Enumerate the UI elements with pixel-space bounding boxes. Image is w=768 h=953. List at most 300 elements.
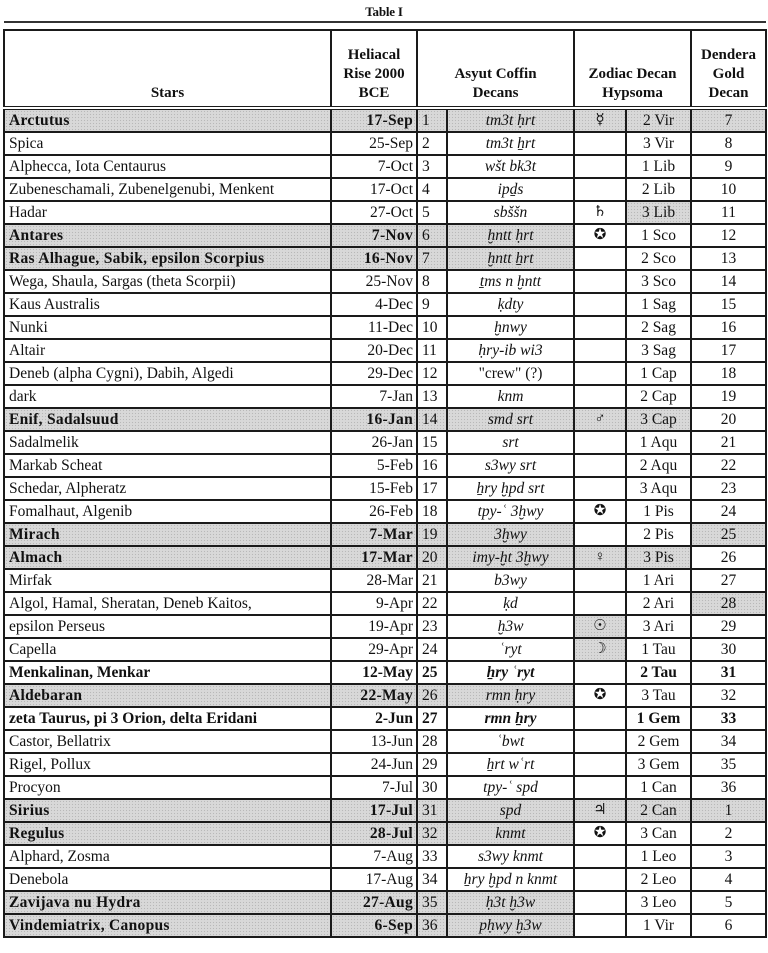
table-row	[4, 730, 766, 753]
cell-asyut-decan: tpy-ʿ spd	[447, 776, 574, 799]
table-caption: Table I	[365, 4, 403, 19]
cell-decan-number: 8	[417, 270, 447, 293]
cell-decan-number: 3	[417, 155, 447, 178]
cell-zodiac-decan: 2 Pis	[626, 523, 691, 546]
cell-dendera-decan: 6	[691, 914, 766, 937]
cell-heliacal-date: 17-Oct	[331, 178, 417, 201]
cell-zodiac-decan: 3 Aqu	[626, 477, 691, 500]
table-body	[4, 108, 766, 937]
header-dendera-line2: Gold	[712, 66, 745, 82]
cell-decan-number: 19	[417, 523, 447, 546]
cell-heliacal-date: 25-Nov	[331, 270, 417, 293]
cell-heliacal-date: 25-Sep	[331, 132, 417, 155]
cell-decan-number: 1	[417, 108, 447, 132]
star-icon: ✪	[574, 500, 626, 523]
table-row	[4, 753, 766, 776]
cell-decan-number: 31	[417, 799, 447, 822]
cell-planet-empty	[574, 362, 626, 385]
cell-decan-number: 18	[417, 500, 447, 523]
cell-asyut-decan: ẖrt wʿrt	[447, 753, 574, 776]
cell-decan-number: 11	[417, 339, 447, 362]
cell-stars: Arctutus	[4, 108, 331, 132]
cell-stars: Menkalinan, Menkar	[4, 661, 331, 684]
cell-dendera-decan: 26	[691, 546, 766, 569]
table-row	[4, 707, 766, 730]
cell-zodiac-decan: 3 Sag	[626, 339, 691, 362]
cell-zodiac-decan: 2 Ari	[626, 592, 691, 615]
cell-planet-empty	[574, 661, 626, 684]
cell-decan-number: 7	[417, 247, 447, 270]
cell-decan-number: 28	[417, 730, 447, 753]
cell-decan-number: 15	[417, 431, 447, 454]
cell-asyut-decan: tm3t ẖrt	[447, 132, 574, 155]
cell-zodiac-decan: 1 Vir	[626, 914, 691, 937]
cell-stars: Enif, Sadalsuud	[4, 408, 331, 431]
cell-dendera-decan: 27	[691, 569, 766, 592]
cell-zodiac-decan: 2 Vir	[626, 108, 691, 132]
cell-stars: Hadar	[4, 201, 331, 224]
cell-stars: Regulus	[4, 822, 331, 845]
cell-decan-number: 29	[417, 753, 447, 776]
cell-asyut-decan: 3ḫwy	[447, 523, 574, 546]
cell-dendera-decan: 22	[691, 454, 766, 477]
cell-dendera-decan: 18	[691, 362, 766, 385]
cell-stars: Wega, Shaula, Sargas (theta Scorpii)	[4, 270, 331, 293]
table-row	[4, 914, 766, 937]
cell-heliacal-date: 5-Feb	[331, 454, 417, 477]
cell-dendera-decan: 12	[691, 224, 766, 247]
table-row	[4, 615, 766, 638]
cell-heliacal-date: 16-Nov	[331, 247, 417, 270]
cell-planet-empty	[574, 247, 626, 270]
cell-dendera-decan: 19	[691, 385, 766, 408]
table-row	[4, 408, 766, 431]
table-row	[4, 661, 766, 684]
table-row	[4, 638, 766, 661]
cell-decan-number: 27	[417, 707, 447, 730]
table-row	[4, 201, 766, 224]
cell-asyut-decan: ḳd	[447, 592, 574, 615]
cell-dendera-decan: 35	[691, 753, 766, 776]
cell-dendera-decan: 7	[691, 108, 766, 132]
cell-dendera-decan: 3	[691, 845, 766, 868]
cell-heliacal-date: 19-Apr	[331, 615, 417, 638]
cell-planet-empty	[574, 891, 626, 914]
cell-planet-empty	[574, 293, 626, 316]
cell-planet-empty	[574, 868, 626, 891]
cell-zodiac-decan: 1 Pis	[626, 500, 691, 523]
cell-decan-number: 2	[417, 132, 447, 155]
cell-dendera-decan: 14	[691, 270, 766, 293]
cell-heliacal-date: 26-Feb	[331, 500, 417, 523]
cell-dendera-decan: 11	[691, 201, 766, 224]
cell-asyut-decan: ḫntt ḥrt	[447, 224, 574, 247]
cell-decan-number: 4	[417, 178, 447, 201]
cell-asyut-decan: spd	[447, 799, 574, 822]
cell-asyut-decan: smd srt	[447, 408, 574, 431]
cell-zodiac-decan: 2 Leo	[626, 868, 691, 891]
venus-icon: ♀	[574, 546, 626, 569]
header-asyut-line2: Decans	[472, 85, 519, 101]
cell-asyut-decan: ẖry ʿryt	[447, 661, 574, 684]
cell-asyut-decan: ḳdty	[447, 293, 574, 316]
header-dendera-line3: Decan	[708, 85, 749, 101]
cell-stars: Spica	[4, 132, 331, 155]
cell-stars: Nunki	[4, 316, 331, 339]
cell-zodiac-decan: 1 Lib	[626, 155, 691, 178]
cell-zodiac-decan: 1 Ari	[626, 569, 691, 592]
cell-stars: zeta Taurus, pi 3 Orion, delta Eridani	[4, 707, 331, 730]
cell-dendera-decan: 16	[691, 316, 766, 339]
table-row	[4, 822, 766, 845]
saturn-icon: ♄	[574, 201, 626, 224]
cell-dendera-decan: 21	[691, 431, 766, 454]
cell-asyut-decan: sbššn	[447, 201, 574, 224]
decan-table	[3, 29, 767, 938]
cell-decan-number: 6	[417, 224, 447, 247]
cell-heliacal-date: 27-Oct	[331, 201, 417, 224]
cell-zodiac-decan: 2 Cap	[626, 385, 691, 408]
cell-heliacal-date: 26-Jan	[331, 431, 417, 454]
cell-heliacal-date: 12-May	[331, 661, 417, 684]
cell-decan-number: 36	[417, 914, 447, 937]
cell-decan-number: 14	[417, 408, 447, 431]
cell-decan-number: 30	[417, 776, 447, 799]
cell-zodiac-decan: 1 Sco	[626, 224, 691, 247]
cell-decan-number: 24	[417, 638, 447, 661]
moon-icon: ☽	[574, 638, 626, 661]
cell-dendera-decan: 33	[691, 707, 766, 730]
jupiter-icon: ♃	[574, 799, 626, 822]
cell-heliacal-date: 7-Aug	[331, 845, 417, 868]
table-row	[4, 454, 766, 477]
table-row	[4, 155, 766, 178]
cell-decan-number: 17	[417, 477, 447, 500]
header-zodiac-decan-hypsoma	[574, 30, 691, 108]
table-row	[4, 546, 766, 569]
cell-dendera-decan: 1	[691, 799, 766, 822]
table-row	[4, 592, 766, 615]
table-row	[4, 339, 766, 362]
cell-dendera-decan: 32	[691, 684, 766, 707]
table-row	[4, 431, 766, 454]
cell-heliacal-date: 24-Jun	[331, 753, 417, 776]
cell-zodiac-decan: 2 Lib	[626, 178, 691, 201]
cell-decan-number: 32	[417, 822, 447, 845]
cell-planet-empty	[574, 132, 626, 155]
cell-heliacal-date: 6-Sep	[331, 914, 417, 937]
cell-planet-empty	[574, 477, 626, 500]
cell-dendera-decan: 8	[691, 132, 766, 155]
cell-stars: Algol, Hamal, Sheratan, Deneb Kaitos,	[4, 592, 331, 615]
cell-stars: Vindemiatrix, Canopus	[4, 914, 331, 937]
cell-dendera-decan: 5	[691, 891, 766, 914]
cell-planet-empty	[574, 523, 626, 546]
table-row	[4, 108, 766, 132]
header-dendera-gold-decan	[691, 30, 766, 108]
table-row	[4, 224, 766, 247]
header-asyut-line1: Asyut Coffin	[454, 66, 537, 82]
cell-dendera-decan: 29	[691, 615, 766, 638]
cell-asyut-decan: ʿbwt	[447, 730, 574, 753]
cell-dendera-decan: 15	[691, 293, 766, 316]
cell-heliacal-date: 13-Jun	[331, 730, 417, 753]
cell-stars: Almach	[4, 546, 331, 569]
cell-heliacal-date: 29-Dec	[331, 362, 417, 385]
header-zodiac-line1: Zodiac Decan	[588, 66, 677, 82]
sun-icon: ☉	[574, 615, 626, 638]
cell-zodiac-decan: 2 Tau	[626, 661, 691, 684]
cell-heliacal-date: 17-Mar	[331, 546, 417, 569]
cell-heliacal-date: 16-Jan	[331, 408, 417, 431]
cell-zodiac-decan: 1 Aqu	[626, 431, 691, 454]
cell-dendera-decan: 24	[691, 500, 766, 523]
cell-zodiac-decan: 3 Tau	[626, 684, 691, 707]
cell-asyut-decan: imy-ḫt 3ḫwy	[447, 546, 574, 569]
cell-stars: Alphard, Zosma	[4, 845, 331, 868]
cell-heliacal-date: 11-Dec	[331, 316, 417, 339]
cell-dendera-decan: 13	[691, 247, 766, 270]
cell-heliacal-date: 7-Nov	[331, 224, 417, 247]
cell-heliacal-date: 27-Aug	[331, 891, 417, 914]
cell-asyut-decan: rmn ḥry	[447, 684, 574, 707]
table-row	[4, 799, 766, 822]
cell-planet-empty	[574, 155, 626, 178]
table-row	[4, 270, 766, 293]
cell-zodiac-decan: 3 Ari	[626, 615, 691, 638]
cell-decan-number: 9	[417, 293, 447, 316]
cell-zodiac-decan: 3 Can	[626, 822, 691, 845]
cell-dendera-decan: 9	[691, 155, 766, 178]
cell-planet-empty	[574, 707, 626, 730]
cell-heliacal-date: 22-May	[331, 684, 417, 707]
header-stars: Stars	[4, 30, 331, 108]
cell-dendera-decan: 20	[691, 408, 766, 431]
cell-dendera-decan: 10	[691, 178, 766, 201]
cell-heliacal-date: 28-Mar	[331, 569, 417, 592]
cell-zodiac-decan: 1 Cap	[626, 362, 691, 385]
cell-decan-number: 10	[417, 316, 447, 339]
cell-heliacal-date: 2-Jun	[331, 707, 417, 730]
cell-asyut-decan: knm	[447, 385, 574, 408]
cell-stars: Castor, Bellatrix	[4, 730, 331, 753]
cell-planet-empty	[574, 316, 626, 339]
cell-asyut-decan: srt	[447, 431, 574, 454]
cell-heliacal-date: 7-Jul	[331, 776, 417, 799]
table-row	[4, 684, 766, 707]
header-row	[4, 30, 766, 108]
cell-stars: Markab Scheat	[4, 454, 331, 477]
cell-asyut-decan: s3wy srt	[447, 454, 574, 477]
cell-stars: Zubeneschamali, Zubenelgenubi, Menkent	[4, 178, 331, 201]
cell-planet-empty	[574, 569, 626, 592]
cell-zodiac-decan: 1 Sag	[626, 293, 691, 316]
cell-planet-empty	[574, 385, 626, 408]
table-row	[4, 845, 766, 868]
cell-stars: Deneb (alpha Cygni), Dabih, Algedi	[4, 362, 331, 385]
cell-planet-empty	[574, 431, 626, 454]
cell-stars: Aldebaran	[4, 684, 331, 707]
cell-heliacal-date: 29-Apr	[331, 638, 417, 661]
cell-decan-number: 20	[417, 546, 447, 569]
mars-icon: ♂	[574, 408, 626, 431]
cell-stars: Altair	[4, 339, 331, 362]
cell-asyut-decan: s3wy knmt	[447, 845, 574, 868]
cell-asyut-decan: ḫntt ẖrt	[447, 247, 574, 270]
cell-heliacal-date: 17-Aug	[331, 868, 417, 891]
cell-planet-empty	[574, 753, 626, 776]
cell-stars: Alphecca, Iota Centaurus	[4, 155, 331, 178]
cell-asyut-decan: knmt	[447, 822, 574, 845]
cell-stars: Antares	[4, 224, 331, 247]
cell-dendera-decan: 17	[691, 339, 766, 362]
cell-planet-empty	[574, 845, 626, 868]
cell-asyut-decan: ṯms n ḫntt	[447, 270, 574, 293]
cell-planet-empty	[574, 730, 626, 753]
cell-decan-number: 25	[417, 661, 447, 684]
cell-planet-empty	[574, 178, 626, 201]
cell-zodiac-decan: 2 Aqu	[626, 454, 691, 477]
cell-zodiac-decan: 2 Sag	[626, 316, 691, 339]
header-heliacal-rise	[331, 30, 417, 108]
table-row	[4, 776, 766, 799]
cell-zodiac-decan: 2 Can	[626, 799, 691, 822]
cell-stars: Denebola	[4, 868, 331, 891]
cell-asyut-decan: rmn ẖry	[447, 707, 574, 730]
cell-zodiac-decan: 1 Gem	[626, 707, 691, 730]
cell-asyut-decan: pḥwy ḫ3w	[447, 914, 574, 937]
cell-heliacal-date: 17-Sep	[331, 108, 417, 132]
cell-decan-number: 12	[417, 362, 447, 385]
cell-zodiac-decan: 3 Leo	[626, 891, 691, 914]
cell-asyut-decan: ḥ3t ḫ3w	[447, 891, 574, 914]
table-row	[4, 362, 766, 385]
caption-rule	[4, 21, 766, 23]
cell-decan-number: 22	[417, 592, 447, 615]
cell-decan-number: 35	[417, 891, 447, 914]
cell-decan-number: 16	[417, 454, 447, 477]
table-row	[4, 178, 766, 201]
cell-heliacal-date: 4-Dec	[331, 293, 417, 316]
cell-stars: Rigel, Pollux	[4, 753, 331, 776]
cell-zodiac-decan: 1 Can	[626, 776, 691, 799]
cell-zodiac-decan: 3 Vir	[626, 132, 691, 155]
cell-planet-empty	[574, 914, 626, 937]
cell-decan-number: 13	[417, 385, 447, 408]
cell-dendera-decan: 31	[691, 661, 766, 684]
cell-zodiac-decan: 1 Tau	[626, 638, 691, 661]
table-row	[4, 247, 766, 270]
cell-asyut-decan: ẖry ḫpd srt	[447, 477, 574, 500]
star-icon: ✪	[574, 822, 626, 845]
cell-zodiac-decan: 3 Gem	[626, 753, 691, 776]
cell-asyut-decan: ḥry-ib wi3	[447, 339, 574, 362]
cell-zodiac-decan: 2 Gem	[626, 730, 691, 753]
cell-stars: Sirius	[4, 799, 331, 822]
cell-zodiac-decan: 3 Sco	[626, 270, 691, 293]
mercury-icon: ☿	[574, 108, 626, 132]
header-heliacal-line1: Heliacal	[347, 47, 401, 63]
cell-stars: Zavijava nu Hydra	[4, 891, 331, 914]
cell-dendera-decan: 2	[691, 822, 766, 845]
cell-heliacal-date: 28-Jul	[331, 822, 417, 845]
cell-asyut-decan: ẖry ḫpd n knmt	[447, 868, 574, 891]
cell-stars: Mirfak	[4, 569, 331, 592]
cell-stars: Fomalhaut, Algenib	[4, 500, 331, 523]
star-icon: ✪	[574, 224, 626, 247]
header-asyut-coffin-decans	[417, 30, 574, 108]
cell-dendera-decan: 36	[691, 776, 766, 799]
cell-stars: Schedar, Alpheratz	[4, 477, 331, 500]
cell-asyut-decan: ḫ3w	[447, 615, 574, 638]
cell-asyut-decan: ipḏs	[447, 178, 574, 201]
cell-stars: Ras Alhague, Sabik, epsilon Scorpius	[4, 247, 331, 270]
header-heliacal-line2: Rise 2000	[343, 66, 405, 82]
cell-zodiac-decan: 3 Cap	[626, 408, 691, 431]
star-icon: ✪	[574, 684, 626, 707]
cell-stars: epsilon Perseus	[4, 615, 331, 638]
cell-stars: Kaus Australis	[4, 293, 331, 316]
table-row	[4, 500, 766, 523]
cell-dendera-decan: 23	[691, 477, 766, 500]
cell-dendera-decan: 4	[691, 868, 766, 891]
cell-decan-number: 23	[417, 615, 447, 638]
table-row	[4, 523, 766, 546]
cell-zodiac-decan: 1 Leo	[626, 845, 691, 868]
cell-decan-number: 21	[417, 569, 447, 592]
cell-zodiac-decan: 3 Pis	[626, 546, 691, 569]
cell-heliacal-date: 7-Jan	[331, 385, 417, 408]
cell-asyut-decan: tpy-ʿ 3ḫwy	[447, 500, 574, 523]
table-row	[4, 891, 766, 914]
cell-asyut-decan: "crew" (?)	[447, 362, 574, 385]
cell-asyut-decan: ḫnwy	[447, 316, 574, 339]
cell-planet-empty	[574, 454, 626, 477]
table-row	[4, 293, 766, 316]
cell-zodiac-decan: 2 Sco	[626, 247, 691, 270]
cell-stars: Mirach	[4, 523, 331, 546]
table-row	[4, 385, 766, 408]
cell-decan-number: 33	[417, 845, 447, 868]
cell-stars: Sadalmelik	[4, 431, 331, 454]
table-row	[4, 316, 766, 339]
cell-heliacal-date: 17-Jul	[331, 799, 417, 822]
cell-asyut-decan: wšt bk3t	[447, 155, 574, 178]
cell-stars: Procyon	[4, 776, 331, 799]
table-row	[4, 868, 766, 891]
cell-stars: dark	[4, 385, 331, 408]
header-heliacal-line3: BCE	[358, 85, 390, 101]
cell-asyut-decan: tm3t ḥrt	[447, 108, 574, 132]
cell-heliacal-date: 20-Dec	[331, 339, 417, 362]
cell-planet-empty	[574, 592, 626, 615]
cell-heliacal-date: 7-Oct	[331, 155, 417, 178]
table-row	[4, 569, 766, 592]
cell-heliacal-date: 9-Apr	[331, 592, 417, 615]
cell-decan-number: 5	[417, 201, 447, 224]
cell-stars: Capella	[4, 638, 331, 661]
cell-decan-number: 34	[417, 868, 447, 891]
cell-dendera-decan: 28	[691, 592, 766, 615]
cell-dendera-decan: 25	[691, 523, 766, 546]
table-row	[4, 477, 766, 500]
header-dendera-line1: Dendera	[701, 47, 757, 63]
cell-decan-number: 26	[417, 684, 447, 707]
cell-heliacal-date: 7-Mar	[331, 523, 417, 546]
cell-heliacal-date: 15-Feb	[331, 477, 417, 500]
cell-planet-empty	[574, 776, 626, 799]
cell-planet-empty	[574, 270, 626, 293]
